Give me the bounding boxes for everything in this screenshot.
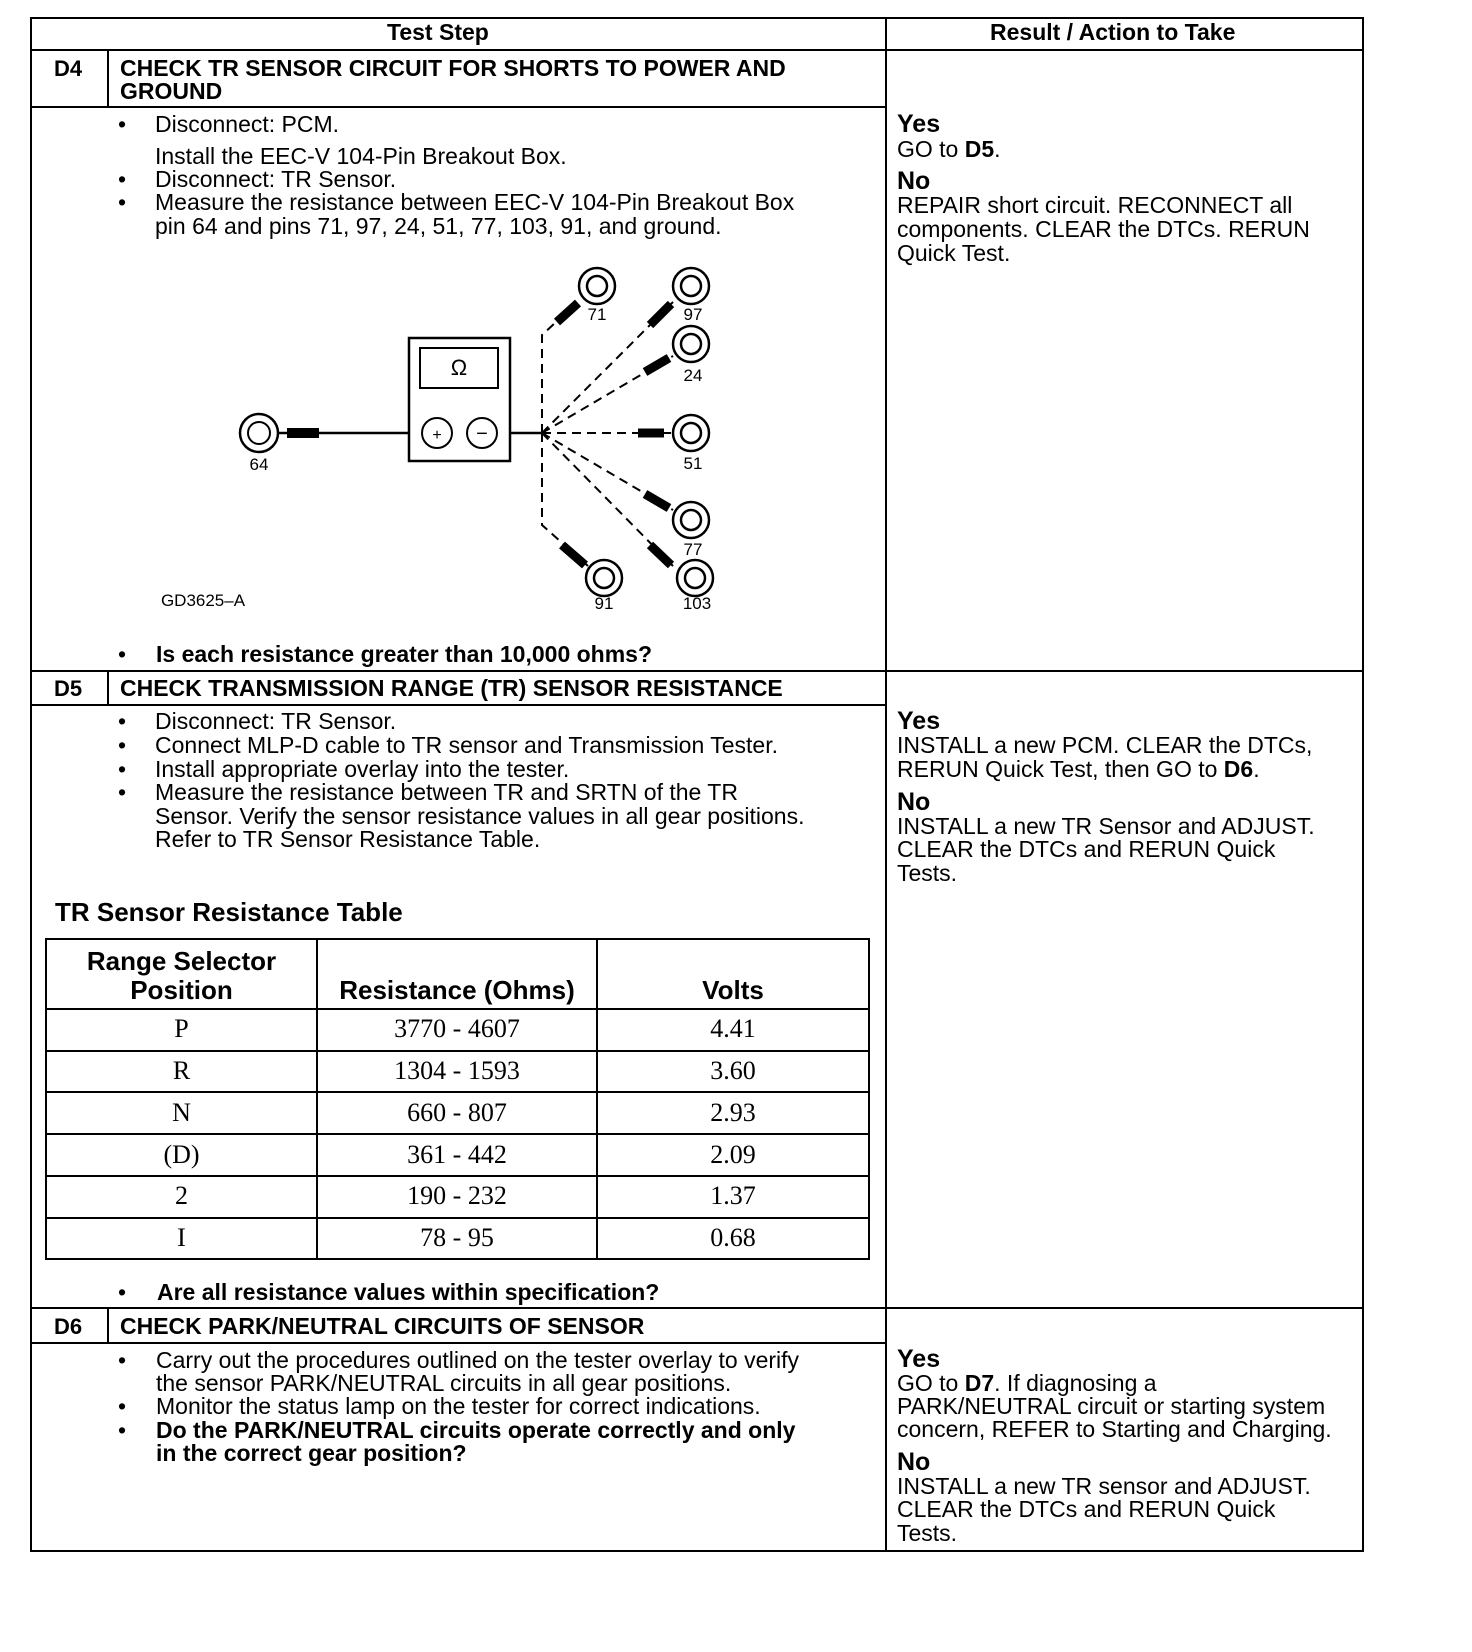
no-action-cont: Tests. [897,860,958,886]
pin-24-connector [673,326,709,362]
step-title: CHECK TR SENSOR CIRCUIT FOR SHORTS TO POWER AND [120,55,786,81]
column-header-test-step: Test Step [387,19,489,45]
rule-right [1362,17,1364,1552]
bullet: • [118,166,127,192]
plus-sign: + [432,427,442,444]
yes-action-end: . If diagnosing a [994,1370,1157,1396]
step-reference: D5 [964,136,995,162]
column-header-result: Result / Action to Take [990,19,1236,45]
instruction-text: Connect MLP-D cable to TR sensor and Transmission Tester. [155,732,778,758]
table-cell-resistance: 660 - 807 [407,1098,507,1127]
no-label: No [897,167,931,195]
table-cell-volts: 2.09 [710,1140,756,1169]
yes-action-end: . [994,136,1001,162]
no-action: REPAIR short circuit. RECONNECT all [897,192,1293,218]
yes-action [897,137,1001,162]
pin-103-connector [677,560,713,596]
table-cell-position: 2 [175,1181,188,1210]
step-id: D4 [54,56,83,81]
table-cell-volts: 3.60 [710,1056,756,1085]
yes-label: Yes [897,1345,941,1373]
pin-label-71: 71 [587,305,607,324]
question-text-cont: in the correct gear position? [156,1440,467,1466]
bullet: • [118,708,127,734]
table-cell-resistance: 190 - 232 [407,1181,507,1210]
bullet: • [118,732,127,758]
table-cell-position: P [174,1014,189,1043]
bullet: • [118,641,127,667]
bullet: • [118,1347,127,1373]
pin-77-connector [673,502,709,538]
pin-97-connector [673,268,709,304]
no-action-cont: CLEAR the DTCs and RERUN Quick [897,836,1276,862]
instruction-text: Measure the resistance between EEC-V 104-Pin Breakout Box [155,189,795,215]
bullet: • [118,779,127,805]
instruction-text: Install the EEC-V 104-Pin Breakout Box. [155,143,567,169]
bullet: • [118,1393,127,1419]
table-header-resistance: Resistance (Ohms) [339,975,575,1005]
table-cell-volts: 1.37 [710,1181,756,1210]
instruction-text: Disconnect: TR Sensor. [155,166,397,192]
pin-label-103: 103 [682,594,712,613]
table-header-position-cont: Position [130,975,233,1005]
step-title-cont: GROUND [120,78,223,104]
ohm-symbol: Ω [450,355,468,380]
instruction-text: pin 64 and pins 71, 97, 24, 51, 77, 103, 91, and ground. [155,213,722,239]
pin-91-connector [586,560,622,596]
table-cell-volts: 0.68 [710,1223,756,1252]
table-cell-resistance: 78 - 95 [420,1223,494,1252]
instruction-text: Install appropriate overlay into the tester. [155,756,570,782]
table-title: TR Sensor Resistance Table [55,897,403,927]
yes-action-text: GO to [897,1370,965,1396]
question-text: Is each resistance greater than 10,000 ohms? [156,641,653,667]
table-cell-position: I [177,1223,186,1252]
table-cell-position: (D) [163,1140,200,1169]
no-action: INSTALL a new TR sensor and ADJUST. [897,1473,1311,1499]
instruction-text: Carry out the procedures outlined on the tester overlay to verify [156,1347,800,1373]
table-cell-position: N [172,1098,191,1127]
no-action: INSTALL a new TR Sensor and ADJUST. [897,813,1315,839]
no-action-cont: Quick Test. [897,240,1011,266]
yes-action-cont: concern, REFER to Starting and Charging. [897,1416,1332,1442]
yes-action-end: . [1253,756,1260,782]
no-action-cont: CLEAR the DTCs and RERUN Quick [897,1496,1276,1522]
instruction-text: the sensor PARK/NEUTRAL circuits in all gear positions. [156,1370,732,1396]
pin-label-64: 64 [249,455,269,474]
pin-label-51: 51 [683,454,703,473]
bullet: • [118,1417,127,1443]
yes-action: INSTALL a new PCM. CLEAR the DTCs, [897,732,1313,758]
pin-51-connector [673,415,709,451]
instruction-text: Measure the resistance between TR and SRTN of the TR [155,779,738,805]
question-text: Are all resistance values within specification? [157,1279,660,1305]
bullet: • [118,189,127,215]
wiring-diagram [0,0,886,670]
instruction-text: Disconnect: PCM. [155,111,340,137]
yes-action-cont [897,757,1260,782]
rule-d5-title-bottom [30,704,886,706]
instruction-text: Refer to TR Sensor Resistance Table. [155,826,541,852]
question-text: Do the PARK/NEUTRAL circuits operate correctly and only [156,1417,796,1443]
no-action-cont: components. CLEAR the DTCs. RERUN [897,216,1310,242]
step-id: D5 [54,676,83,701]
instruction-text: Sensor. Verify the sensor resistance values in all gear positions. [155,803,805,829]
yes-label: Yes [897,707,941,735]
table-header-volts: Volts [702,975,764,1005]
pin-64-connector [240,414,278,452]
yes-action-text: GO to [897,136,965,162]
step-id: D6 [54,1314,83,1339]
pin-label-97: 97 [683,305,703,324]
rule-bottom [30,1550,1364,1552]
table-cell-volts: 4.41 [710,1014,756,1043]
rule-d6-id [107,1307,109,1343]
bullet: • [118,111,127,137]
no-action-cont: Tests. [897,1520,958,1546]
no-label: No [897,1448,931,1476]
yes-action-cont: PARK/NEUTRAL circuit or starting system [897,1393,1326,1419]
no-label: No [897,788,931,816]
rule-d6-top [30,1307,1364,1309]
pin-label-77: 77 [683,540,703,559]
instruction-text: Monitor the status lamp on the tester for correct indications. [156,1393,761,1419]
rule-d5-id [107,670,109,705]
table-header-position: Range Selector [86,946,277,976]
table-cell-volts: 2.93 [710,1098,756,1127]
table-cell-resistance: 361 - 442 [407,1140,507,1169]
instruction-text: Disconnect: TR Sensor. [155,708,397,734]
step-title: CHECK TRANSMISSION RANGE (TR) SENSOR RESISTANCE [120,675,783,701]
table-cell-position: R [172,1056,191,1085]
rule-d5-top [30,670,1364,672]
table-cell-resistance: 3770 - 4607 [394,1014,520,1043]
table-cell-resistance: 1304 - 1593 [394,1056,520,1085]
figure-id: GD3625–A [160,591,246,610]
step-reference: D7 [964,1370,995,1396]
step-reference: D6 [1223,756,1254,782]
yes-label: Yes [897,110,941,138]
yes-action-text: RERUN Quick Test, then GO to [897,756,1224,782]
bullet: • [118,756,127,782]
bullet: • [118,1279,127,1305]
minus-sign: − [476,423,488,445]
step-title: CHECK PARK/NEUTRAL CIRCUITS OF SENSOR [120,1313,645,1339]
pin-label-91: 91 [594,594,614,613]
pin-label-24: 24 [683,366,703,385]
pin-71-connector [579,268,615,304]
rule-d6-title-bottom [30,1342,886,1344]
